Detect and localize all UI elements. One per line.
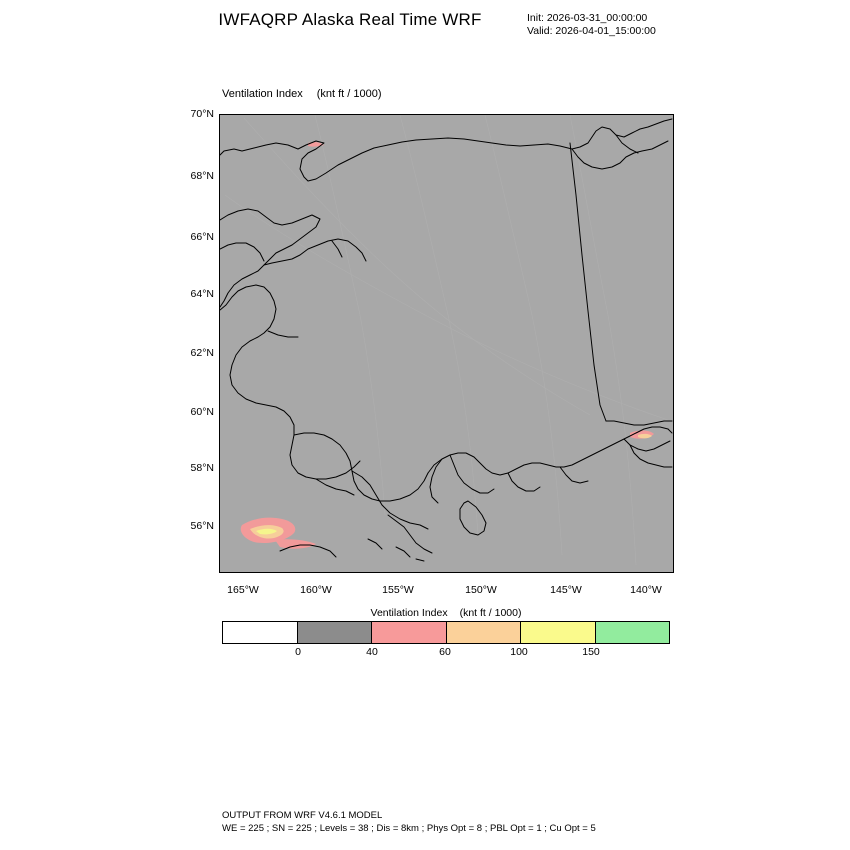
plot-title bbox=[222, 88, 382, 100]
colorbar-swatch[interactable] bbox=[298, 622, 373, 643]
lat-tick-label: 62°N bbox=[190, 347, 214, 359]
colorbar-swatch[interactable] bbox=[223, 622, 298, 643]
colorbar-tick-label: 150 bbox=[582, 646, 600, 658]
colorbar-title-units: (knt ft / 1000) bbox=[459, 607, 522, 619]
plot-title-units: (knt ft / 1000) bbox=[316, 88, 382, 100]
colorbar-tick-label: 100 bbox=[510, 646, 528, 658]
colorbar-tick-label: 40 bbox=[366, 646, 378, 658]
model-config-line: WE = 225 ; SN = 225 ; Levels = 38 ; Dis = 8km ; Phys Opt = 8 ; PBL Opt = 1 ; Cu Opt = 5 bbox=[222, 822, 596, 834]
lat-tick-label: 60°N bbox=[190, 406, 214, 418]
lon-tick-label: 155°W bbox=[382, 584, 414, 596]
colorbar-swatch[interactable] bbox=[521, 622, 596, 643]
lon-tick-label: 160°W bbox=[300, 584, 332, 596]
run-time-block bbox=[527, 12, 656, 38]
latitude-axis bbox=[170, 0, 214, 850]
longitude-axis bbox=[0, 584, 850, 604]
plot-title-text: Ventilation Index bbox=[222, 88, 303, 100]
model-version-line: OUTPUT FROM WRF V4.6.1 MODEL bbox=[222, 810, 383, 821]
lon-tick-label: 145°W bbox=[550, 584, 582, 596]
colorbar-tick-label: 60 bbox=[439, 646, 451, 658]
colorbar-tick-labels bbox=[222, 646, 670, 662]
colorbar-title-text: Ventilation Index bbox=[370, 607, 448, 619]
colorbar[interactable] bbox=[222, 621, 670, 644]
init-time-label: Init: 2026-03-31_00:00:00 bbox=[527, 12, 648, 24]
lon-tick-label: 165°W bbox=[227, 584, 259, 596]
colorbar-swatch[interactable] bbox=[372, 622, 447, 643]
model-info-footer bbox=[222, 810, 596, 835]
map-background bbox=[220, 115, 673, 572]
lat-tick-label: 70°N bbox=[190, 108, 214, 120]
lat-tick-label: 66°N bbox=[190, 231, 214, 243]
lon-tick-label: 150°W bbox=[465, 584, 497, 596]
lat-tick-label: 68°N bbox=[190, 170, 214, 182]
lat-tick-label: 58°N bbox=[190, 462, 214, 474]
colorbar-tick-label: 0 bbox=[295, 646, 301, 658]
colorbar-swatch[interactable] bbox=[447, 622, 522, 643]
colorbar-swatch[interactable] bbox=[596, 622, 670, 643]
valid-time-label: Valid: 2026-04-01_15:00:00 bbox=[527, 25, 656, 37]
colorbar-title bbox=[0, 607, 850, 619]
lat-tick-label: 64°N bbox=[190, 288, 214, 300]
page-title: IWFAQRP Alaska Real Time WRF bbox=[218, 10, 482, 29]
map-canvas[interactable] bbox=[219, 114, 674, 573]
lat-tick-label: 56°N bbox=[190, 520, 214, 532]
lon-tick-label: 140°W bbox=[630, 584, 662, 596]
